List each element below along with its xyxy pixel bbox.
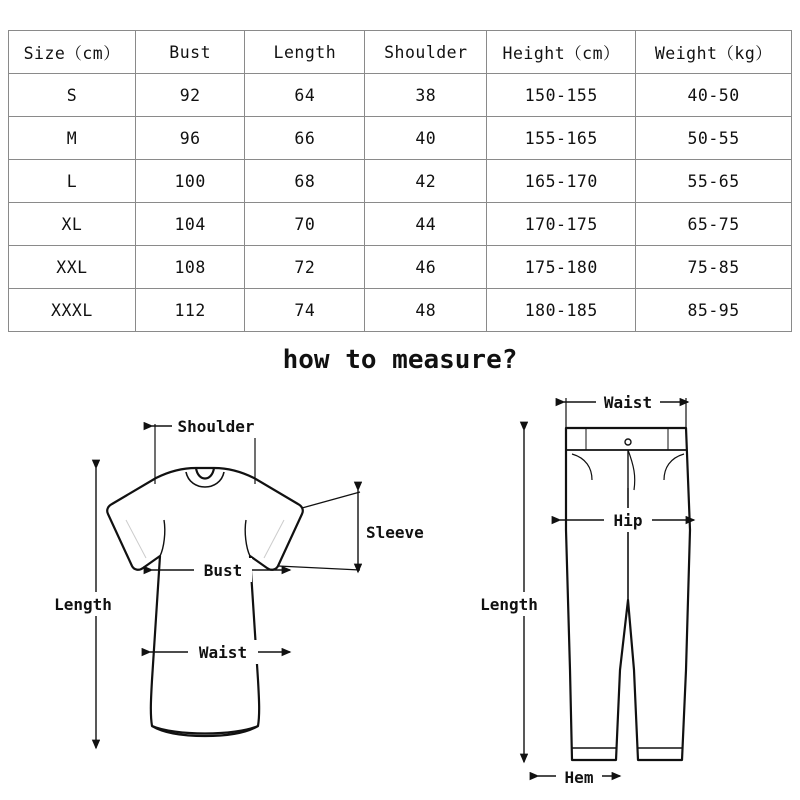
cell-weight: 40-50 xyxy=(636,74,792,117)
column-header-height: Height（cm） xyxy=(487,31,636,74)
cell-shoulder: 42 xyxy=(365,160,487,203)
cell-size: XXL xyxy=(9,246,136,289)
pants-waist-label: Waist xyxy=(603,393,653,412)
table-row xyxy=(9,117,792,160)
pants-waist-dimension xyxy=(564,390,688,428)
pants-length-label: Length xyxy=(480,595,538,614)
cell-weight: 75-85 xyxy=(636,246,792,289)
cell-height: 180-185 xyxy=(487,289,636,332)
pants-hip-label: Hip xyxy=(613,511,643,530)
size-chart-table xyxy=(8,30,792,332)
tshirt-illustration xyxy=(107,468,303,736)
cell-length: 74 xyxy=(245,289,365,332)
pants-length-dimension xyxy=(472,430,546,762)
cell-bust: 92 xyxy=(135,74,245,117)
cell-weight: 85-95 xyxy=(636,289,792,332)
cell-length: 68 xyxy=(245,160,365,203)
measurement-diagrams xyxy=(0,380,800,800)
cell-height: 175-180 xyxy=(487,246,636,289)
cell-size: L xyxy=(9,160,136,203)
table-row xyxy=(9,289,792,332)
shirt-sleeve-label: Sleeve xyxy=(366,523,424,542)
table-row xyxy=(9,160,792,203)
cell-length: 70 xyxy=(245,203,365,246)
cell-length: 72 xyxy=(245,246,365,289)
cell-size: XXXL xyxy=(9,289,136,332)
cell-shoulder: 48 xyxy=(365,289,487,332)
cell-weight: 50-55 xyxy=(636,117,792,160)
column-header-weight: Weight（kg） xyxy=(636,31,792,74)
cell-length: 64 xyxy=(245,74,365,117)
cell-height: 170-175 xyxy=(487,203,636,246)
shirt-length-label: Length xyxy=(54,595,112,614)
cell-shoulder: 44 xyxy=(365,203,487,246)
cell-size: XL xyxy=(9,203,136,246)
column-header-shoulder: Shoulder xyxy=(365,31,487,74)
cell-shoulder: 40 xyxy=(365,117,487,160)
table-header-row xyxy=(9,31,792,74)
cell-size: M xyxy=(9,117,136,160)
cell-bust: 100 xyxy=(135,160,245,203)
shirt-waist-label: Waist xyxy=(198,643,248,662)
cell-bust: 104 xyxy=(135,203,245,246)
table-row xyxy=(9,246,792,289)
size-chart-table-container xyxy=(8,30,792,332)
column-header-size: Size（cm） xyxy=(9,31,136,74)
cell-bust: 112 xyxy=(135,289,245,332)
cell-bust: 96 xyxy=(135,117,245,160)
table-row xyxy=(9,74,792,117)
cell-shoulder: 38 xyxy=(365,74,487,117)
cell-length: 66 xyxy=(245,117,365,160)
pants-hem-dimension xyxy=(538,766,620,788)
column-header-length: Length xyxy=(245,31,365,74)
pants-hem-label: Hem xyxy=(564,768,594,787)
cell-height: 155-165 xyxy=(487,117,636,160)
page-title: how to measure? xyxy=(282,345,518,375)
cell-weight: 55-65 xyxy=(636,160,792,203)
shirt-bust-label: Bust xyxy=(203,561,243,580)
shirt-shoulder-label: Shoulder xyxy=(177,417,255,436)
cell-height: 150-155 xyxy=(487,74,636,117)
cell-weight: 65-75 xyxy=(636,203,792,246)
cell-shoulder: 46 xyxy=(365,246,487,289)
shirt-sleeve-dimension xyxy=(278,490,424,572)
cell-height: 165-170 xyxy=(487,160,636,203)
column-header-bust: Bust xyxy=(135,31,245,74)
cell-bust: 108 xyxy=(135,246,245,289)
cell-size: S xyxy=(9,74,136,117)
table-row xyxy=(9,203,792,246)
pants-illustration xyxy=(566,428,690,760)
